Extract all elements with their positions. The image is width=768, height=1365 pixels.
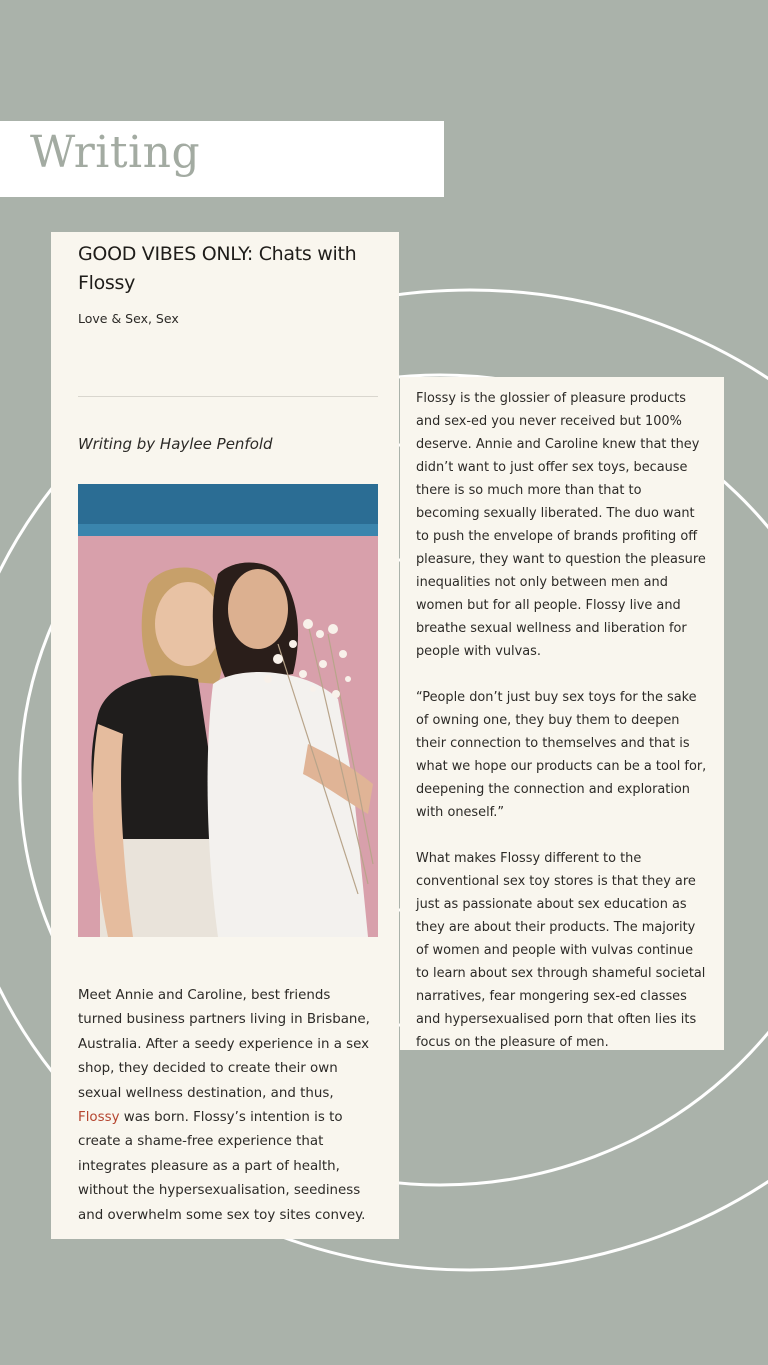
article-photo xyxy=(78,484,378,937)
body-paragraph: Flossy is the glossier of pleasure products and sex-ed you never received but 100% deserve. Annie and Caroline knew that they didn’t want to just offer sex toys, because there is so much more than that to becoming sexually liberated. The duo want to push the envelope of brands profiting off pleasure, they want to question the pleasure inequalities not only between men and women but for all people. Flossy live and breathe sexual wellness and liberation for people with vulvas. xyxy=(416,391,706,659)
article-headline[interactable]: GOOD VIBES ONLY: Chats with Flossy xyxy=(78,243,357,294)
intro-text-after: was born. Flossy’s intention is to create a shame-free experience that integrates pleasure as a part of health, without the hypersexualisation, seediness and overwhelm some sex toy sites convey. xyxy=(78,1110,366,1223)
article-card-left xyxy=(51,232,399,1239)
article-categories[interactable]: Love & Sex, Sex xyxy=(78,311,179,326)
intro-text-before: Meet Annie and Caroline, best friends turned business partners living in Brisbane, Australia. After a seedy experience in a sex shop, they decided to create their own sexual wellness destination, and thus, xyxy=(78,988,370,1101)
section-title-bar xyxy=(0,121,444,197)
article-card-right xyxy=(400,377,724,1050)
article-body xyxy=(416,387,708,1077)
article-intro xyxy=(78,984,378,1228)
section-title: Writing xyxy=(30,127,201,178)
body-quote: “People don’t just buy sex toys for the sake of owning one, they buy them to deepen their connection to themselves and that is what we hope our products can be a tool for, deepening the connection and exploration with oneself.” xyxy=(416,690,707,820)
flossy-link[interactable]: Flossy xyxy=(78,1110,120,1126)
body-paragraph: What makes Flossy different to the conventional sex toy stores is that they are just as passionate about sex education as they are about their products. The majority of women and people with vulvas continue to learn about sex through shameful societal narratives, fear mongering sex-ed classes and hypersexualised porn that often lies its focus on the pleasure of men. xyxy=(416,851,706,1050)
article-byline: Writing by Haylee Penfold xyxy=(78,435,273,453)
divider xyxy=(78,396,378,397)
